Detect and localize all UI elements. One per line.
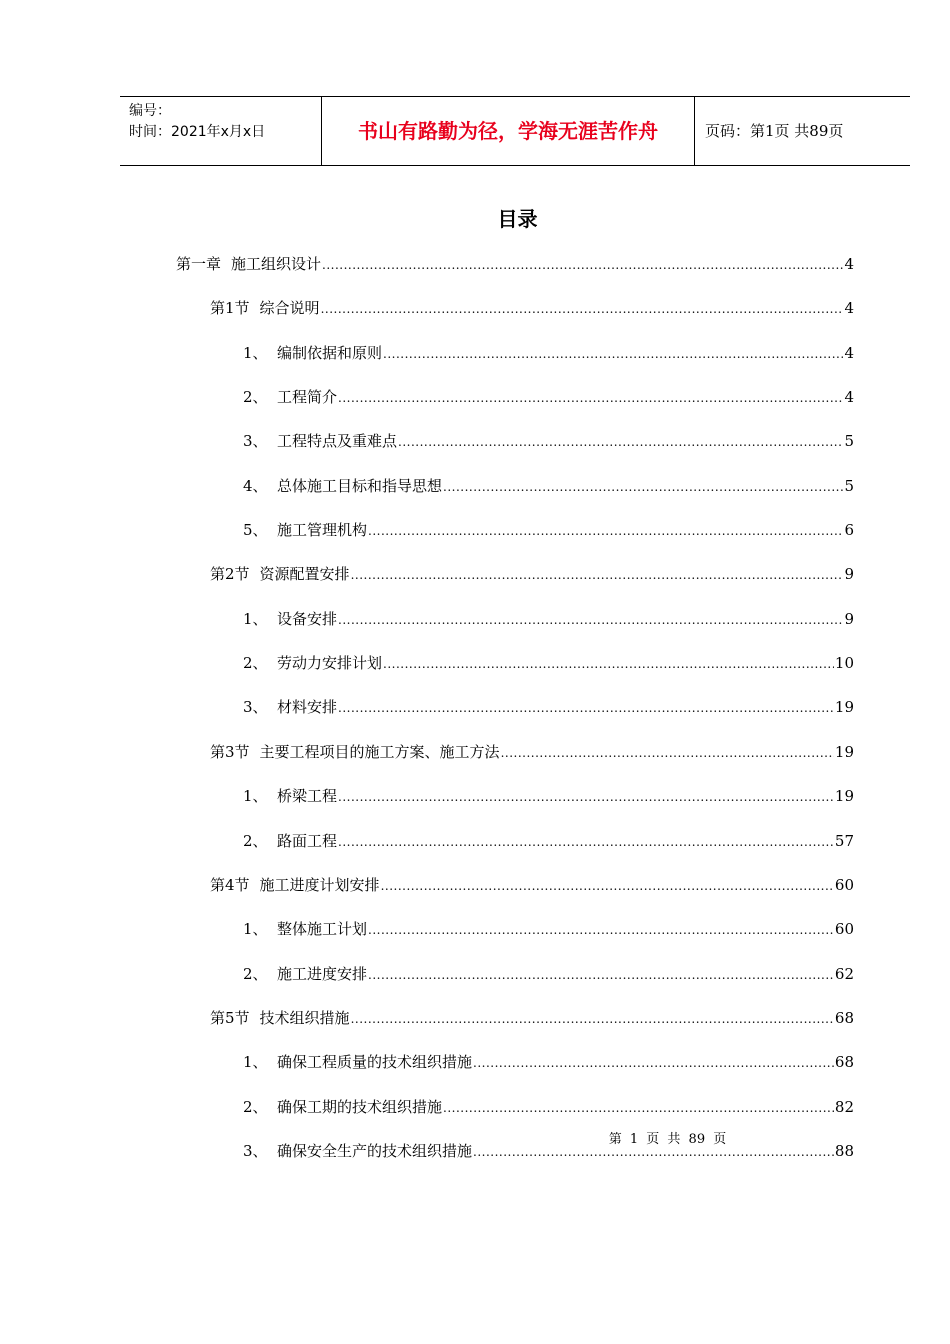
toc-entry-label: 技术组织措施 [259,1009,350,1027]
toc-title: 目录 [497,207,538,231]
header-number-label: 编号： [129,103,171,119]
toc-entry-number: 2、 [243,388,268,406]
toc-leader-dots [351,1007,834,1030]
toc-entry-page: 4 [844,299,854,317]
toc-entry-number: 第3节 [210,743,250,761]
toc-entry-page: 10 [834,654,854,672]
toc-entry-label: 编制依据和原则 [277,344,383,362]
toc-entry-number: 4、 [243,477,268,495]
toc-entry[interactable] [243,696,854,718]
toc-entry[interactable] [210,1007,854,1029]
toc-entry[interactable] [210,874,854,896]
toc-entry[interactable] [210,563,854,585]
toc-entry[interactable] [243,963,854,985]
toc-entry-label: 设备安排 [277,610,338,628]
toc-entry[interactable] [243,342,854,364]
toc-leader-dots [368,519,843,542]
toc-entry-number: 5、 [243,521,268,539]
toc-entry-label: 施工组织设计 [231,255,322,273]
toc-entry-page: 60 [834,920,854,938]
toc-entry[interactable] [243,386,854,408]
toc-entry-page: 57 [834,832,854,850]
toc-entry-label: 桥梁工程 [277,787,338,805]
header-motto: 书山有路勤为径，学海无涯苦作舟 [358,119,658,143]
toc-entry-label: 资源配置安排 [259,565,350,583]
toc-leader-dots [443,1096,834,1119]
toc-entry-page: 5 [844,477,854,495]
toc-leader-dots [398,430,843,453]
toc-entry-label: 确保工期的技术组织措施 [277,1098,443,1116]
toc-entry[interactable] [243,1051,854,1073]
toc-entry[interactable] [210,297,854,319]
toc-entry-page: 4 [844,255,854,273]
toc-leader-dots [443,475,843,498]
toc-entry-page: 60 [834,876,854,894]
toc-entry-label: 施工进度安排 [277,965,368,983]
page-footer: 第 1 页 共 89 页 [608,1132,727,1147]
toc-entry-page: 68 [834,1053,854,1071]
toc-entry[interactable] [243,519,854,541]
toc-entry-number: 第5节 [210,1009,250,1027]
toc-leader-dots [368,918,834,941]
toc-entry-label: 主要工程项目的施工方案、施工方法 [259,743,500,761]
toc-entry-label: 工程简介 [277,388,338,406]
toc-entry-label: 工程特点及重难点 [277,432,398,450]
toc-entry-page: 4 [844,388,854,406]
toc-entry[interactable] [176,253,854,275]
toc-entry-label: 确保安全生产的技术组织措施 [277,1142,473,1160]
toc-entry[interactable] [243,785,854,807]
toc-entry-number: 2、 [243,654,268,672]
toc-entry-number: 第一章 [176,255,222,273]
toc-entry-number: 1、 [243,787,268,805]
toc-entry-label: 劳动力安排计划 [277,654,383,672]
toc-leader-dots [473,1051,834,1074]
toc-entry-number: 2、 [243,1098,268,1116]
toc-entry-number: 1、 [243,1053,268,1071]
toc-entry-page: 19 [834,743,854,761]
toc-entry-page: 88 [834,1142,854,1160]
toc-leader-dots [351,563,844,586]
toc-leader-dots [383,652,834,675]
toc-leader-dots [381,874,834,897]
toc-entry-label: 整体施工计划 [277,920,368,938]
toc-entry[interactable] [243,475,854,497]
toc-entry-page: 5 [844,432,854,450]
toc-entry-page: 9 [844,610,854,628]
toc-entry-label: 施工进度计划安排 [259,876,380,894]
toc-entry-number: 2、 [243,965,268,983]
toc-entry-number: 1、 [243,610,268,628]
toc-entry[interactable] [243,918,854,940]
toc-entry-number: 第4节 [210,876,250,894]
toc-leader-dots [501,741,834,764]
toc-leader-dots [338,830,834,853]
toc-entry-number: 3、 [243,698,268,716]
toc-entry-label: 确保工程质量的技术组织措施 [277,1053,473,1071]
toc-leader-dots [338,608,843,631]
toc-entry-page: 82 [834,1098,854,1116]
toc-entry-number: 第1节 [210,299,250,317]
toc-entry-label: 路面工程 [277,832,338,850]
toc-entry[interactable] [243,430,854,452]
toc-entry-page: 9 [844,565,854,583]
toc-entry-page: 68 [834,1009,854,1027]
toc-entry[interactable] [243,652,854,674]
toc-leader-dots [322,253,843,276]
toc-entry-label: 总体施工目标和指导思想 [277,477,443,495]
toc-leader-dots [338,696,834,719]
toc-entry-page: 4 [844,344,854,362]
header-page-label: 页码：第1页 共89页 [705,122,844,140]
toc-leader-dots [368,963,834,986]
toc-entry-label: 综合说明 [259,299,320,317]
toc-entry[interactable] [243,830,854,852]
toc-entry-page: 19 [834,787,854,805]
toc-entry-label: 材料安排 [277,698,338,716]
toc-entry-number: 3、 [243,432,268,450]
toc-leader-dots [383,342,843,365]
toc-leader-dots [338,785,834,808]
toc-entry-number: 2、 [243,832,268,850]
toc-entry-number: 1、 [243,344,268,362]
toc-entry-number: 1、 [243,920,268,938]
toc-entry[interactable] [243,608,854,630]
toc-entry-page: 6 [844,521,854,539]
toc-entry[interactable] [243,1096,854,1118]
toc-entry-number: 第2节 [210,565,250,583]
toc-leader-dots [321,297,844,320]
toc-entry-page: 19 [834,698,854,716]
toc-leader-dots [338,386,843,409]
toc-entry-label: 施工管理机构 [277,521,368,539]
toc-entry[interactable] [210,741,854,763]
toc-entry-page: 62 [834,965,854,983]
header-time-label: 时间：2021年x月x日 [129,124,266,140]
toc-entry-number: 3、 [243,1142,268,1160]
